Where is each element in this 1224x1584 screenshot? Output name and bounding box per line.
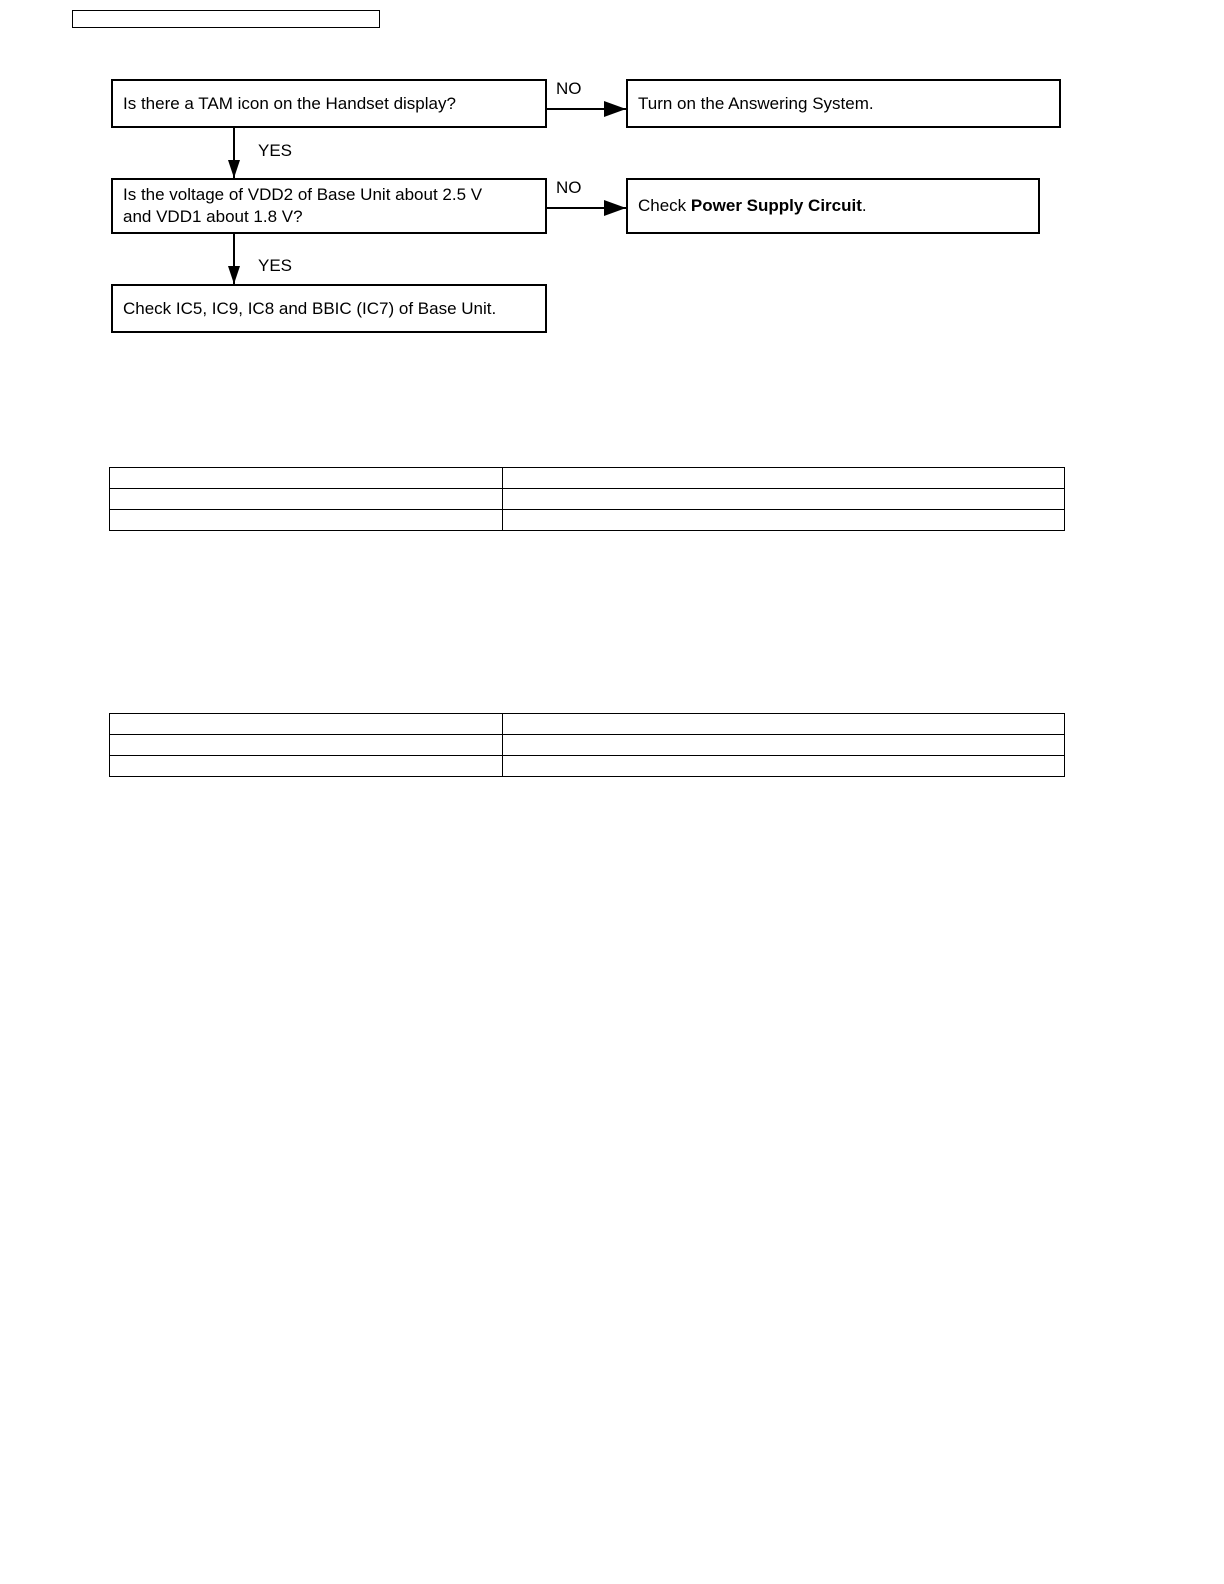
table-cell [503, 510, 1065, 531]
table-cell [110, 714, 503, 735]
power-supply-suffix: . [861, 196, 867, 215]
table-cell [110, 489, 503, 510]
table-cell [110, 756, 503, 777]
question-box-tam-icon [111, 79, 547, 128]
question-text-tam-icon: Is there a TAM icon on the Handset display? [123, 93, 456, 113]
table-cell [110, 510, 503, 531]
arrowhead-q1-no [604, 101, 626, 117]
no-label-1: NO [556, 79, 582, 98]
arrowhead-q1-yes [228, 160, 240, 178]
question-text-voltage: Is the voltage of VDD2 of Base Unit about 2.5 V and VDD1 about 1.8 V? [123, 185, 483, 226]
arrowhead-q2-yes [228, 266, 240, 284]
yes-label-1: YES [258, 141, 293, 160]
table-cell [503, 756, 1065, 777]
table-2 [109, 713, 1065, 777]
table-cell [110, 468, 503, 489]
table-1 [109, 467, 1065, 531]
final-box-check-ic [111, 284, 547, 333]
action-box-answering-system [626, 79, 1061, 128]
table-cell [503, 714, 1065, 735]
action-box-power-supply [626, 178, 1040, 234]
action-text-power-supply [638, 195, 867, 217]
yes-label-2: YES [258, 256, 293, 275]
table-row [110, 510, 1065, 531]
table-cell [503, 735, 1065, 756]
table-row [110, 735, 1065, 756]
action-text-answering-system: Turn on the Answering System. [638, 93, 874, 113]
table-cell [503, 489, 1065, 510]
table-row [110, 468, 1065, 489]
no-label-2: NO [556, 178, 582, 197]
table-row [110, 714, 1065, 735]
table-row [110, 489, 1065, 510]
table-cell [110, 735, 503, 756]
arrowhead-q2-no [604, 200, 626, 216]
page-header-box [72, 10, 380, 28]
question-box-voltage [111, 178, 547, 234]
power-supply-prefix: Check [638, 196, 691, 215]
power-supply-link-text: Power Supply Circuit [690, 196, 862, 215]
final-text-check-ic: Check IC5, IC9, IC8 and BBIC (IC7) of Base Unit. [123, 298, 497, 318]
table-row [110, 756, 1065, 777]
table-cell [503, 468, 1065, 489]
